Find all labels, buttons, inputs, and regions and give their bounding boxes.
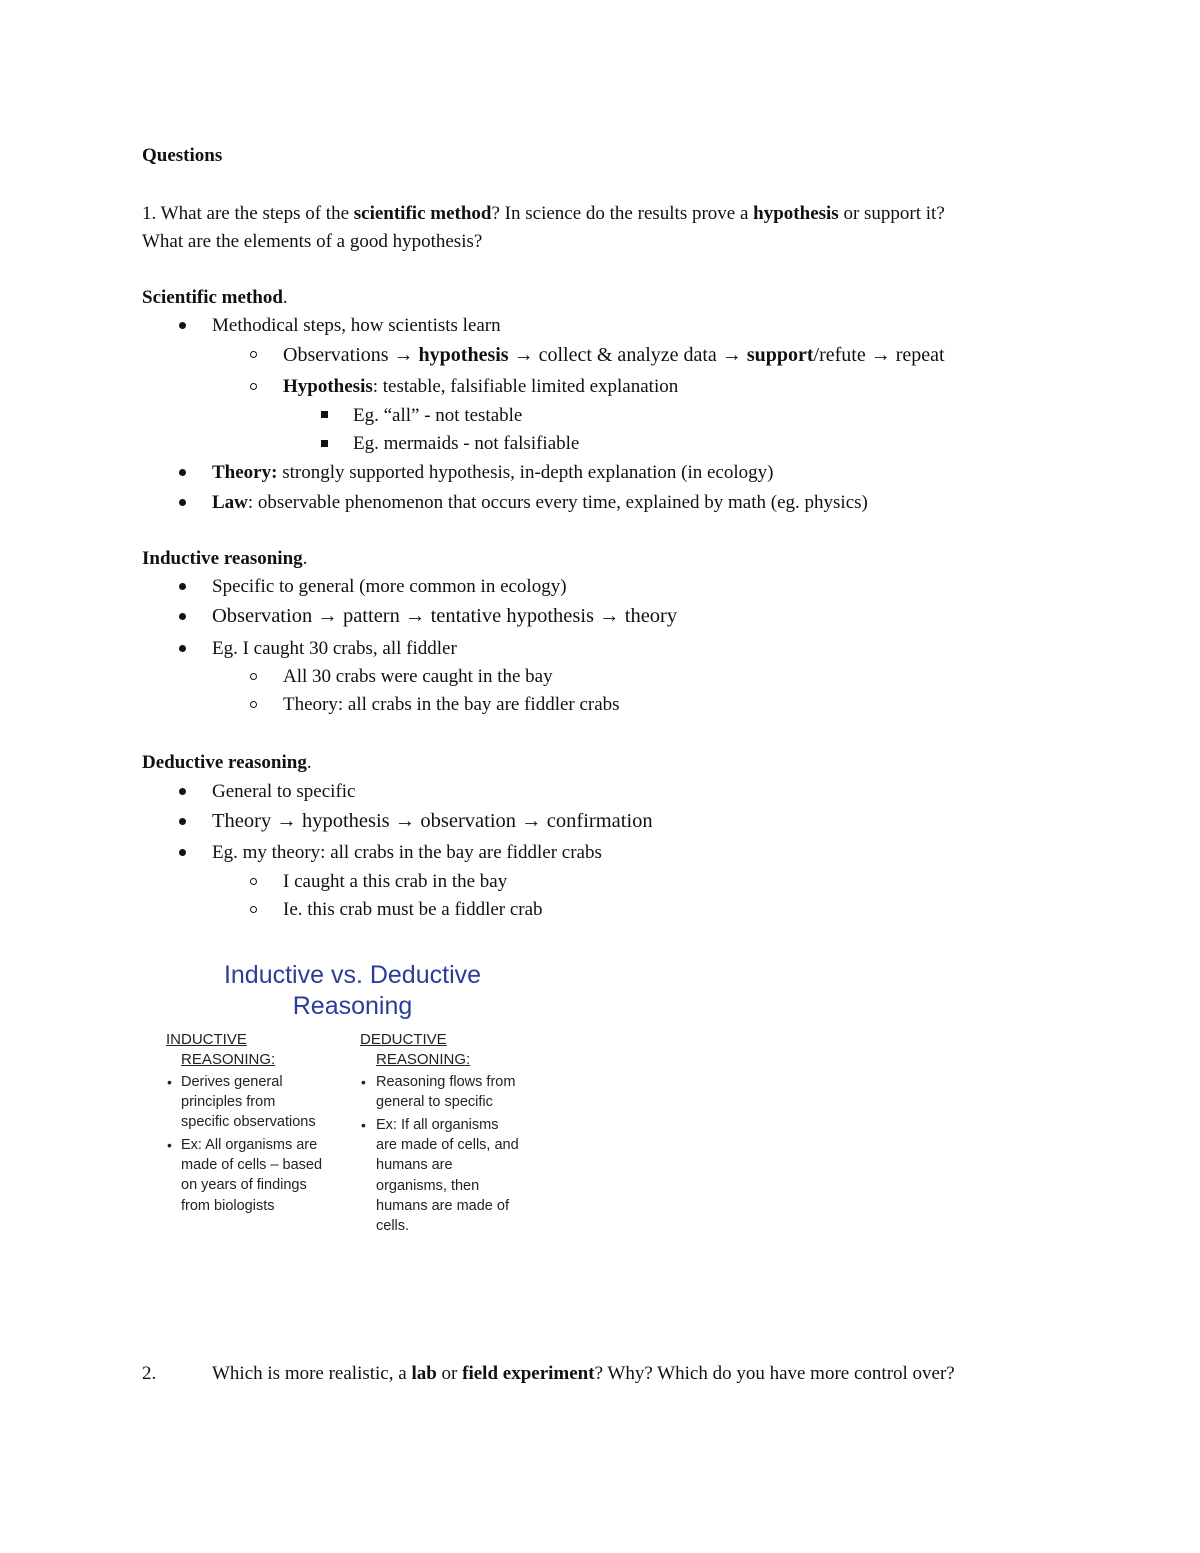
list-item: General to specific [212,781,356,802]
square-bullet-icon [321,440,328,447]
figure-title: Inductive vs. Deductive Reasoning [223,961,482,1020]
figure-bullet-icon: • [167,1074,172,1090]
section-title-inductive: Inductive reasoning. [142,548,308,569]
list-item: Eg. my theory: all crabs in the bay are fiddler crabs [212,842,602,863]
question-2-number: 2. [142,1363,157,1384]
figure-right-heading: DEDUCTIVE REASONING: [360,1031,471,1068]
figure-left-item: Derives general principles from specific observations [181,1074,316,1131]
bullet-icon [179,849,186,856]
list-item: Theory: all crabs in the bay are fiddler crabs [283,694,620,715]
list-item: Theory → hypothesis → observation → confirmation [212,810,653,832]
figure-left-heading: INDUCTIVE REASONING: [166,1031,276,1068]
circle-bullet-icon [250,878,257,885]
question-2: Which is more realistic, a lab or field experiment? Why? Which do you have more control over? [212,1363,955,1384]
list-item: Eg. “all” - not testable [353,405,523,426]
bullet-icon [179,613,186,620]
bullet-icon [179,788,186,795]
figure-right-item: Reasoning flows from general to specific [376,1074,516,1111]
list-item: Eg. mermaids - not falsifiable [353,433,580,454]
bullet-icon [179,645,186,652]
question-number: 1. [142,203,157,224]
circle-bullet-icon [250,383,257,390]
list-item: Hypothesis: testable, falsifiable limited explanation [283,376,679,397]
figure-right-item: Ex: If all organisms are made of cells, and humans are organisms, then humans are made of cells. [376,1117,519,1235]
section-title-deductive: Deductive reasoning. [142,752,312,773]
circle-bullet-icon [250,701,257,708]
list-item: Ie. this crab must be a fiddler crab [283,899,543,920]
figure-bullet-icon: • [167,1137,172,1153]
figure-bullet-icon: • [361,1117,366,1133]
bullet-icon [179,469,186,476]
section-title-scientific-method: Scientific method. [142,287,288,308]
figure-bullet-icon: • [361,1074,366,1090]
list-item: Methodical steps, how scientists learn [212,315,501,336]
list-item: Theory: strongly supported hypothesis, in-depth explanation (in ecology) [212,462,774,483]
list-item: Law: observable phenomenon that occurs every time, explained by math (eg. physics) [212,492,868,513]
list-item: Observations → hypothesis → collect & analyze data → support/refute → repeat [283,344,945,366]
inductive-vs-deductive-figure [160,955,555,1240]
figure-left-item: Ex: All organisms are made of cells – based on years of findings from biologists [181,1137,323,1214]
list-item: Eg. I caught 30 crabs, all fiddler [212,638,457,659]
question-1: 1. What are the steps of the scientific method? In science do the results prove a hypothesis or support it? [142,203,945,224]
bullet-icon [179,818,186,825]
bullet-icon [179,499,186,506]
question-1-line2: What are the elements of a good hypothesis? [142,231,483,252]
page-heading: Questions [142,145,223,166]
circle-bullet-icon [250,906,257,913]
list-item: Specific to general (more common in ecology) [212,576,567,597]
square-bullet-icon [321,411,328,418]
bullet-icon [179,322,186,329]
list-item: Observation → pattern → tentative hypothesis → theory [212,605,678,627]
bullet-icon [179,583,186,590]
circle-bullet-icon [250,673,257,680]
circle-bullet-icon [250,351,257,358]
list-item: I caught a this crab in the bay [283,871,508,892]
list-item: All 30 crabs were caught in the bay [283,666,553,687]
